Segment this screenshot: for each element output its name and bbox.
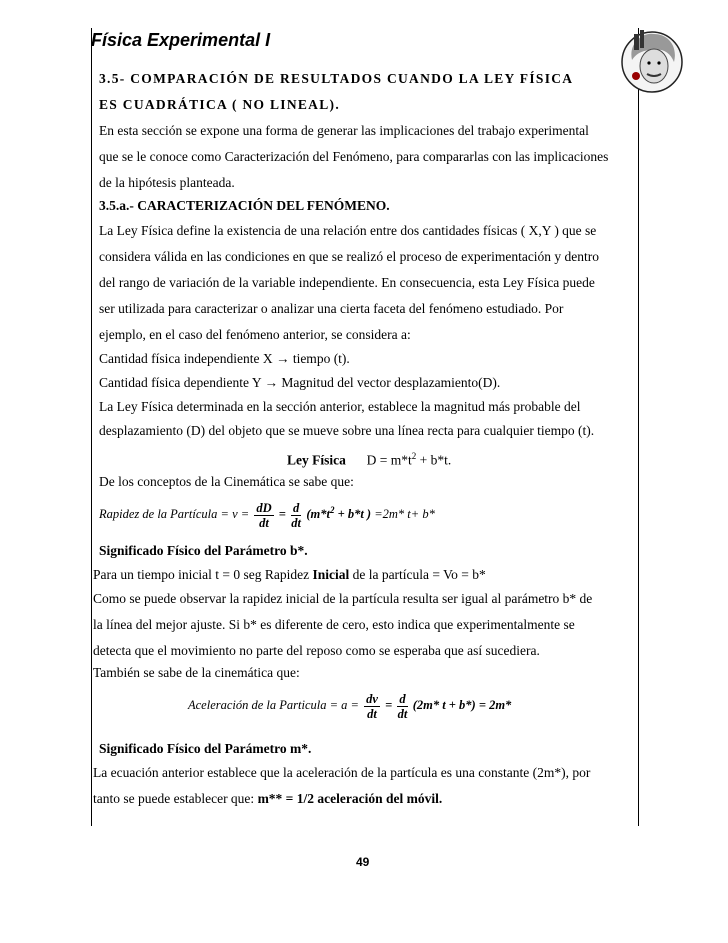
equals-sign: = bbox=[278, 507, 286, 522]
denominator: dt bbox=[291, 515, 301, 530]
param-b-line-5: También se sabe de la cinemática que: bbox=[93, 665, 300, 680]
text-span: Para un tiempo inicial t = 0 seg Rapidez bbox=[93, 567, 313, 582]
kinematics-intro: De los conceptos de la Cinemática se sabe que: bbox=[99, 474, 354, 489]
accel-eq-paren: (2m* t + b*) = 2m* bbox=[412, 698, 512, 712]
denominator: dt bbox=[259, 515, 269, 530]
param-b-line-3: la línea del mejor ajuste. Si b* es diferente de cero, esto indica que experimentalmente se bbox=[93, 617, 575, 632]
einstein-portrait-logo bbox=[618, 22, 686, 102]
intro-line-2: que se le conoce como Caracterización del Fenómeno, para compararlas con las implicaciones bbox=[99, 149, 609, 164]
text-span: de la partícula = Vo = b* bbox=[349, 567, 486, 582]
section-title-line1: 3.5- COMPARACIÓN DE RESULTADOS CUANDO LA LEY FÍSICA bbox=[99, 71, 574, 86]
text-span-bold: Inicial bbox=[312, 567, 350, 582]
param-b-line-4: detecta que el movimiento no parte del reposo como se esperaba que así sucediera. bbox=[93, 643, 540, 658]
page-number: 49 bbox=[356, 855, 370, 869]
paragraph-line: ser utilizada para caracterizar o analizar una cierta faceta del fenómeno estudiado. Por bbox=[99, 301, 564, 316]
paragraph-line: considera válida en las condiciones en que se realizó el proceso de experimentación y dentro bbox=[99, 249, 600, 264]
speed-eq-lhs: Rapidez de la Partícula = v = bbox=[99, 507, 250, 522]
numerator: d bbox=[292, 500, 300, 515]
paragraph-line: La Ley Física define la existencia de una relación entre dos cantidades físicas ( X,Y ) que se bbox=[99, 223, 597, 238]
law-lhs: D = m*t bbox=[366, 452, 412, 468]
text-span: tanto se puede establecer que: bbox=[93, 791, 258, 806]
law-label: Ley Física bbox=[287, 452, 346, 468]
speed-eq-result: =2m* t+ b* bbox=[374, 507, 435, 522]
paragraph-line: La Ley Física determinada en la sección anterior, establece la magnitud más probable del bbox=[99, 399, 581, 414]
accel-eq-lhs: Aceleración de la Particula = a = bbox=[188, 698, 359, 712]
speed-eq-paren-rest: + b*t ) bbox=[334, 507, 372, 522]
denominator: dt bbox=[397, 706, 408, 721]
fraction-dD-dt bbox=[254, 501, 273, 530]
equals-sign: = bbox=[385, 698, 393, 712]
paragraph-line: ejemplo, en el caso del fenómeno anterior, se considera a: bbox=[99, 327, 411, 342]
header-title: Física Experimental I bbox=[91, 30, 271, 50]
intro-line-3: de la hipótesis planteada. bbox=[99, 175, 235, 190]
param-b-title: Significado Físico del Parámetro b*. bbox=[99, 543, 308, 558]
section-title-line2: ES CUADRÁTICA ( NO LINEAL). bbox=[99, 97, 341, 112]
law-exponent: 2 bbox=[411, 451, 417, 461]
numerator: dv bbox=[366, 691, 378, 706]
law-rhs: + b*t. bbox=[416, 452, 452, 468]
paragraph-line: Cantidad física independiente X → tiempo (t). bbox=[99, 351, 350, 366]
fraction-d-dt bbox=[397, 692, 407, 721]
denominator: dt bbox=[367, 706, 377, 721]
paragraph-line: Cantidad física dependiente Y → Magnitud del vector desplazamiento(D). bbox=[99, 375, 501, 390]
physical-law bbox=[287, 447, 451, 470]
fraction-d-dt bbox=[291, 501, 301, 530]
numerator: d bbox=[399, 691, 406, 706]
intro-line-1: En esta sección se expone una forma de generar las implicaciones del trabajo experimental bbox=[99, 123, 589, 138]
param-m-line-2 bbox=[93, 790, 442, 808]
text-span-bold: m** = 1/2 aceleración del móvil. bbox=[257, 791, 443, 806]
speed-eq-exponent: 2 bbox=[329, 505, 335, 515]
param-b-line-2: Como se puede observar la rapidez inicial de la partícula resulta ser igual al parámetro b* de bbox=[93, 591, 593, 606]
fraction-dv-dt bbox=[364, 692, 380, 721]
subsection-title: 3.5.a.- CARACTERIZACIÓN DEL FENÓMENO. bbox=[99, 198, 390, 213]
numerator: dD bbox=[256, 500, 272, 515]
speed-eq-paren: (m*t bbox=[306, 507, 330, 522]
acceleration-equation bbox=[188, 691, 511, 721]
paragraph-line: del rango de variación de la variable independiente. En consecuencia, esta Ley Física puede bbox=[99, 275, 595, 290]
paragraph-line: desplazamiento (D) del objeto que se mueve sobre una línea recta para cualquier tiempo (t). bbox=[99, 423, 595, 438]
param-b-line-1 bbox=[93, 566, 486, 584]
param-m-line-1: La ecuación anterior establece que la aceleración de la partícula es una constante (2m*), por bbox=[93, 765, 591, 780]
param-m-title: Significado Físico del Parámetro m*. bbox=[99, 741, 312, 756]
speed-equation bbox=[99, 496, 435, 530]
